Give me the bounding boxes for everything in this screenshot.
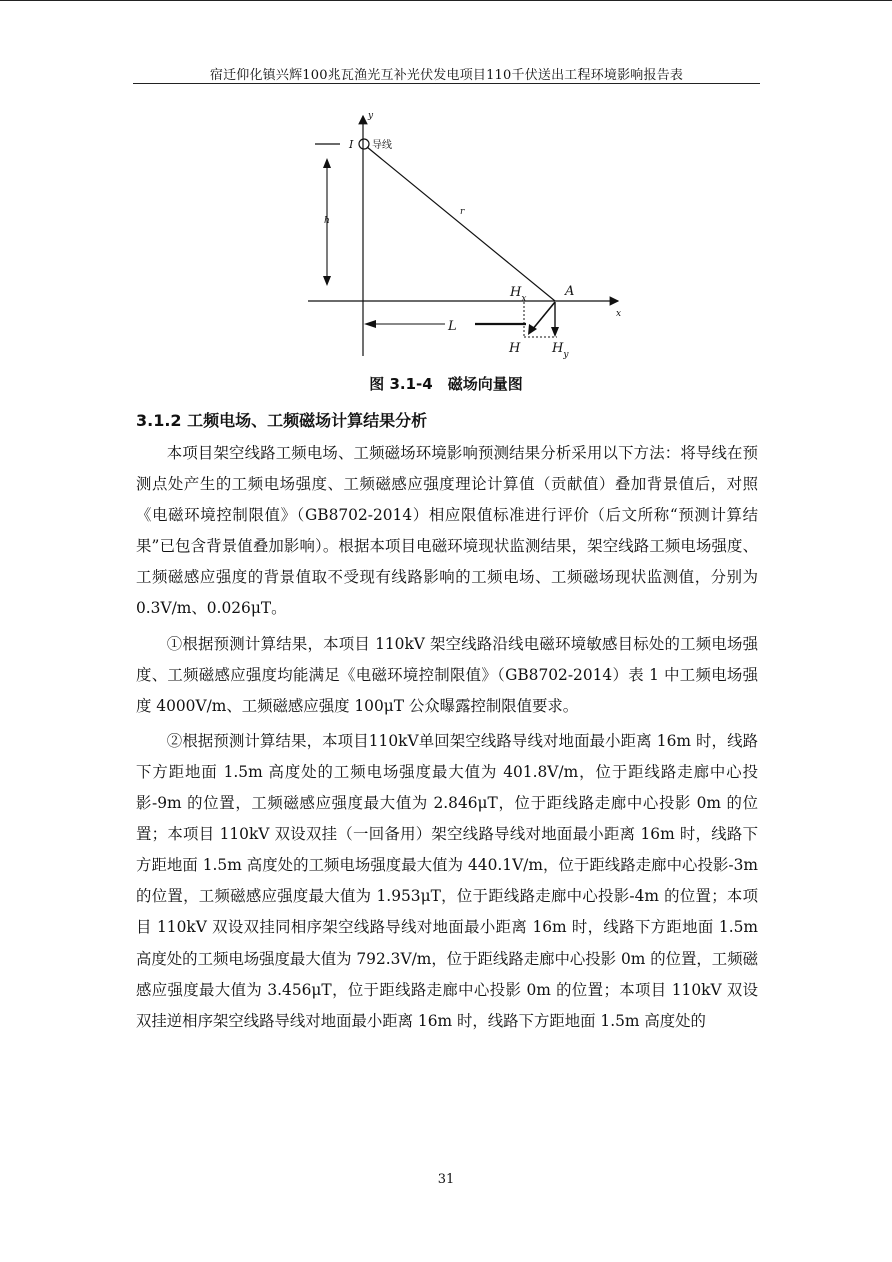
x-axis-label: x: [616, 309, 622, 319]
distance-label: L: [448, 319, 457, 334]
paragraph-result-2: ②根据预测计算结果，本项目110kV单回架空线路导线对地面最小距离 16m 时，线路下方距地面 1.5m 高度处的工频电场强度最大值为 401.8V/m，位于距线路走廊中心投影-9m 的位置，工频磁感应强度最大值为 2.846μT，位于距线路走廊中心投影 0m 的位置；本项目 110kV 双设双挂（一回备用）架空线路导线对地面最小距离 16m 时，线路下方距地面 1.5m 高度处的工频电场强度最大值为 440.1V/m，位于距线路走廊中心投影-3m 的位置，工频磁感应强度最大值为 1.953μT，位于距线路走廊中心投影-4m 的位置；本项目 110kV 双设双挂同相序架空线路导线对地面最小距离 16m 时，线路下方距地面 1.5m 高度处的工频电场强度最大值为 792.3V/m，位于距线路走廊中心投影 0m 的位置，工频磁感应强度最大值为 3.456μT，位于距线路走廊中心投影 0m 的位置；本项目 110kV 双设双挂逆相序架空线路导线对地面最小距离 16m 时，线路下方距地面 1.5m 高度处的: [136, 731, 758, 1030]
y-axis-label: y: [368, 111, 374, 121]
point-a-label: A: [565, 284, 575, 299]
radius-label: r: [460, 207, 465, 217]
header-rule: [133, 83, 760, 84]
h-label: H: [509, 341, 521, 356]
page-top-border: [0, 0, 892, 1]
current-label: I: [349, 138, 354, 151]
body-text: [136, 438, 758, 1041]
h-resultant-vector: [532, 302, 555, 330]
figure-caption: 图 3.1-4 磁场向量图: [369, 375, 523, 393]
hy-arrow: [551, 327, 559, 337]
magnetic-vector-diagram: [300, 108, 630, 363]
section-heading: 3.1.2 工频电场、工频磁场计算结果分析: [136, 411, 428, 430]
magnetic-vector-figure: [300, 108, 630, 363]
radius-line: [367, 147, 555, 301]
height-label: h: [324, 216, 330, 226]
hy-label: $H_y$: [552, 341, 569, 360]
paragraph-result-1: ①根据预测计算结果，本项目 110kV 架空线路沿线电磁环境敏感目标处的工频电场强度、工频磁感应强度均能满足《电磁环境控制限值》（GB8702-2014）表 1 中工频电场强度 4000V/m、工频磁感应强度 100μT 公众曝露控制限值要求。: [136, 634, 758, 715]
height-arrow-down: [323, 276, 331, 286]
hx-label: $H_x$: [510, 285, 527, 304]
paragraph-method: 本项目架空线路工频电场、工频磁场环境影响预测结果分析采用以下方法：将导线在预测点处产生的工频电场强度、工频磁感应强度理论计算值（贡献值）叠加背景值后，对照《电磁环境控制限值》（GB8702-2014）相应限值标准进行评价（后文所称“预测计算结果”已包含背景值叠加影响）。根据本项目电磁环境现状监测结果，架空线路工频电场强度、工频磁感应强度的背景值取不受现有线路影响的工频电场、工频磁场现状监测值，分别为0.3V/m、0.026μT。: [136, 444, 758, 618]
conductor-label: 导线: [372, 140, 392, 151]
distance-arrow-left: [364, 320, 376, 328]
height-arrow-up: [323, 158, 331, 168]
page-number: 31: [437, 1172, 455, 1187]
running-header: 宿迁仰化镇兴辉100兆瓦渔光互补光伏发电项目110千伏送出工程环境影响报告表: [209, 68, 684, 83]
